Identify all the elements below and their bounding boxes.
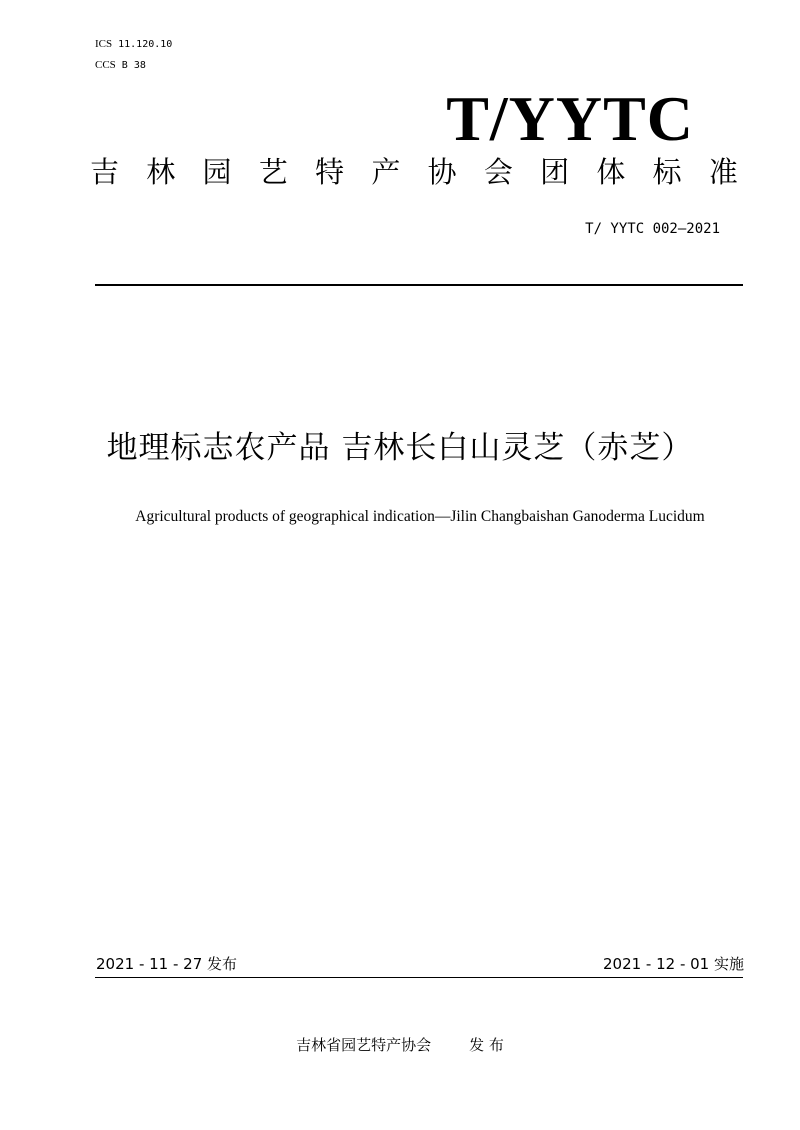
- org-title-char: 林: [146, 155, 176, 189]
- implementation-date: 2021 - 12 - 01 实施: [602, 955, 744, 973]
- org-title-char: 体: [596, 155, 626, 189]
- standard-logo: T/YYTC: [446, 83, 694, 154]
- document-title-english: Agricultural products of geographical indication—Jilin Changbaishan Ganoderma Lucidum: [135, 508, 705, 525]
- publisher-name: 吉林省园艺特产协会: [296, 1036, 432, 1054]
- org-title-char: 吉: [90, 155, 120, 189]
- ccs-classification: [95, 59, 146, 72]
- ccs-label: CCS: [95, 59, 116, 71]
- standard-number: T/ YYTC 002—2021: [585, 221, 720, 237]
- document-title-chinese: 地理标志农产品 吉林长白山灵芝（赤芝）: [106, 430, 694, 466]
- organization-standard-title: [90, 152, 738, 192]
- ics-label: ICS: [95, 38, 113, 50]
- org-title-char: 团: [540, 155, 570, 189]
- ics-code: 11.120.10: [118, 39, 173, 50]
- org-title-char: 艺: [258, 155, 288, 189]
- org-title-char: 特: [315, 155, 345, 189]
- publisher-action: 发 布: [469, 1036, 504, 1054]
- ics-classification: [95, 38, 172, 51]
- org-title-char: 协: [427, 155, 457, 189]
- org-title-char: 产: [371, 155, 401, 189]
- publish-date: 2021 - 11 - 27 发布: [96, 955, 238, 973]
- top-divider: [95, 284, 743, 286]
- org-title-char: 会: [483, 155, 513, 189]
- bottom-divider: [95, 977, 743, 978]
- ccs-code: B 38: [121, 60, 146, 71]
- org-title-char: 标: [652, 155, 682, 189]
- publisher-line: [0, 1035, 800, 1055]
- org-title-char: 园: [202, 155, 232, 189]
- org-title-char: 准: [708, 155, 738, 189]
